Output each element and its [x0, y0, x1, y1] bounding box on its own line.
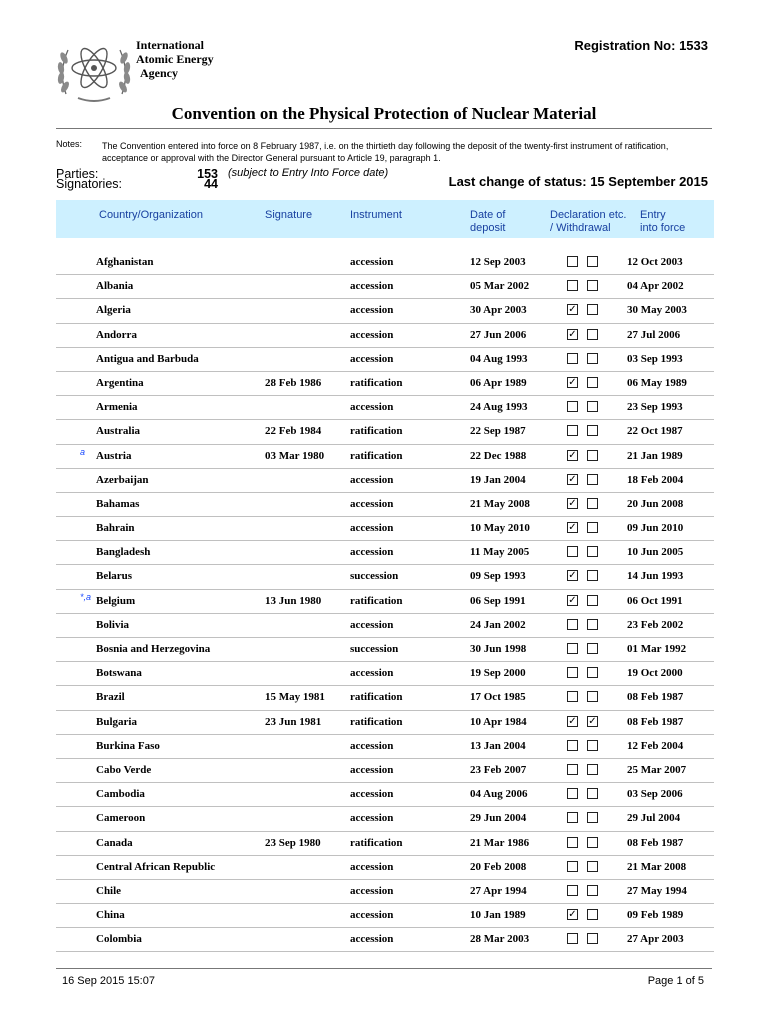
declaration-checkbox [567, 667, 578, 678]
deposit-date: 11 May 2005 [470, 546, 530, 559]
signatories-count: 44 [204, 177, 218, 191]
country-name: Bahrain [96, 522, 135, 535]
column-header-signature: Signature [265, 209, 313, 221]
country-name: Cabo Verde [96, 763, 152, 776]
entry-into-force-date: 04 Apr 2002 [627, 280, 684, 293]
instrument-type: succession [350, 570, 399, 583]
country-name: Bosnia and Herzegovina [96, 643, 211, 655]
country-name: Argentina [96, 376, 144, 389]
withdrawal-checkbox [587, 885, 598, 896]
entry-into-force-date: 10 Jun 2005 [627, 546, 684, 559]
instrument-type: accession [350, 401, 394, 414]
signature-date: 03 Mar 1980 [265, 449, 325, 462]
instrument-type: accession [350, 352, 394, 365]
deposit-date: 24 Jan 2002 [470, 618, 526, 631]
table-row [56, 759, 714, 783]
column-header-instrument: Instrument [350, 209, 402, 221]
declaration-checkbox [567, 280, 578, 291]
declaration-checkbox [567, 425, 578, 436]
instrument-type: accession [350, 909, 394, 922]
instrument-type: accession [350, 763, 394, 776]
deposit-date: 06 Sep 1991 [470, 594, 526, 607]
country-name: Bangladesh [96, 546, 151, 559]
declaration-checkbox: ✓ [568, 376, 577, 388]
declaration-checkbox: ✓ [568, 594, 577, 606]
table-row [56, 251, 714, 275]
country-name: China [96, 909, 125, 922]
deposit-date: 19 Jan 2004 [470, 473, 526, 486]
country-name: Central African Republic [96, 860, 216, 873]
organization-name [136, 38, 214, 80]
deposit-date: 30 Jun 1998 [470, 643, 527, 655]
instrument-type: ratification [350, 691, 403, 704]
country-name: Brazil [96, 691, 125, 704]
withdrawal-checkbox [587, 377, 598, 388]
instrument-type: accession [350, 280, 394, 293]
withdrawal-checkbox [587, 667, 598, 678]
column-header-deposit [470, 209, 505, 235]
signature-date: 28 Feb 1986 [265, 376, 322, 389]
withdrawal-checkbox [587, 280, 598, 291]
instrument-type: accession [350, 860, 394, 873]
declaration-checkbox: ✓ [568, 715, 577, 727]
deposit-date: 27 Jun 2006 [470, 328, 527, 341]
withdrawal-checkbox [587, 498, 598, 509]
entry-into-force-date: 12 Feb 2004 [627, 739, 684, 752]
table-row [56, 324, 714, 348]
instrument-type: accession [350, 884, 394, 897]
table-row [56, 541, 714, 565]
instrument-type: accession [350, 739, 394, 752]
column-header-entry [640, 209, 685, 235]
entry-into-force-date: 23 Feb 2002 [627, 618, 684, 631]
deposit-date: 22 Sep 1987 [470, 425, 526, 438]
country-name: Albania [96, 280, 134, 293]
withdrawal-checkbox [587, 401, 598, 412]
entry-into-force-date: 22 Oct 1987 [627, 425, 683, 438]
deposit-date: 27 Apr 1994 [470, 884, 527, 897]
deposit-date: 10 Apr 1984 [470, 715, 527, 728]
notes-text: The Convention entered into force on 8 February 1987, i.e. on the thirtieth day following the deposit of the twenty-first instrument of ratification, acceptance or approval with the Director General pursuant to Article 19, paragraph 1. [102, 141, 669, 163]
country-name: Belarus [96, 570, 133, 583]
table-row [56, 517, 714, 541]
table-row [56, 469, 714, 493]
withdrawal-checkbox [587, 522, 598, 533]
country-name: Canada [96, 836, 133, 849]
deposit-date: 17 Oct 1985 [470, 691, 526, 704]
deposit-date: 10 May 2010 [470, 522, 530, 535]
declaration-checkbox [567, 256, 578, 267]
country-name: Austria [96, 449, 132, 462]
deposit-date: 10 Jan 1989 [470, 909, 526, 922]
table-row [56, 783, 714, 807]
entry-into-force-date: 01 Mar 1992 [627, 643, 687, 655]
deposit-date: 06 Apr 1989 [470, 376, 527, 389]
instrument-type: ratification [350, 376, 403, 389]
entry-into-force-date: 21 Jan 1989 [627, 449, 683, 462]
country-name: Afghanistan [96, 256, 154, 268]
declaration-checkbox [567, 353, 578, 364]
deposit-date: 04 Aug 1993 [470, 352, 528, 365]
signatories-label: Signatories: [56, 177, 123, 191]
entry-into-force-date: 27 Apr 2003 [627, 933, 684, 946]
withdrawal-checkbox [587, 740, 598, 751]
table-row [56, 420, 714, 444]
country-name: Andorra [96, 328, 137, 341]
deposit-date: 22 Dec 1988 [470, 449, 527, 462]
deposit-date: 21 Mar 1986 [470, 836, 530, 849]
declaration-checkbox: ✓ [568, 909, 577, 921]
footer-divider [56, 968, 712, 969]
deposit-date: 05 Mar 2002 [470, 280, 530, 293]
footnote-mark: *,a [80, 591, 92, 602]
column-header-country: Country/Organization [99, 209, 203, 221]
country-name: Chile [96, 884, 122, 897]
column-header-entry-line: into force [640, 222, 686, 234]
entry-into-force-date: 19 Oct 2000 [627, 667, 683, 680]
declaration-checkbox [567, 885, 578, 896]
entry-into-force-date: 30 May 2003 [627, 304, 687, 317]
deposit-date: 13 Jan 2004 [470, 739, 526, 752]
entry-into-force-date: 21 Mar 2008 [627, 860, 687, 873]
country-name: Algeria [96, 304, 131, 317]
instrument-type: succession [350, 643, 399, 655]
table-row [56, 493, 714, 517]
country-name: Bolivia [96, 618, 130, 631]
last-change-status: Last change of status: 15 September 2015 [448, 174, 708, 189]
instrument-type: accession [350, 933, 394, 946]
declaration-checkbox: ✓ [568, 449, 577, 461]
country-name: Australia [96, 425, 140, 438]
entry-into-force-date: 03 Sep 1993 [627, 352, 683, 365]
instrument-type: accession [350, 328, 394, 341]
instrument-type: ratification [350, 594, 403, 607]
table-row [56, 856, 714, 880]
withdrawal-checkbox [587, 546, 598, 557]
entry-into-force-date: 08 Feb 1987 [627, 691, 684, 704]
country-name: Belgium [96, 594, 136, 607]
instrument-type: accession [350, 522, 394, 535]
declaration-checkbox [567, 788, 578, 799]
withdrawal-checkbox [587, 812, 598, 823]
registration-number: Registration No: 1533 [574, 38, 708, 53]
column-header-deposit-line: Date of [470, 209, 506, 221]
deposit-date: 20 Feb 2008 [470, 860, 527, 873]
deposit-date: 21 May 2008 [470, 497, 530, 510]
withdrawal-checkbox [587, 691, 598, 702]
entry-into-force-date: 08 Feb 1987 [627, 715, 684, 728]
footnote-mark: a [80, 446, 86, 457]
signature-date: 13 Jun 1980 [265, 594, 322, 607]
instrument-type: accession [350, 256, 394, 268]
withdrawal-checkbox [587, 595, 598, 606]
declaration-checkbox [567, 740, 578, 751]
column-header-deposit-line: deposit [470, 222, 506, 234]
table-row [56, 348, 714, 372]
signature-date: 22 Feb 1984 [265, 425, 322, 438]
column-header-entry-line: Entry [640, 209, 666, 221]
country-name: Azerbaijan [96, 473, 149, 486]
withdrawal-checkbox [587, 353, 598, 364]
country-name: Bahamas [96, 497, 140, 510]
instrument-type: accession [350, 473, 394, 486]
withdrawal-checkbox [587, 329, 598, 340]
iaea-logo [56, 36, 132, 104]
document-title: Convention on the Physical Protection of Nuclear Material [171, 104, 597, 123]
withdrawal-checkbox: ✓ [588, 715, 597, 727]
country-name: Cambodia [96, 788, 145, 801]
declaration-checkbox [567, 837, 578, 848]
entry-into-force-date: 25 Mar 2007 [627, 763, 687, 776]
entry-into-force-date: 12 Oct 2003 [627, 256, 683, 268]
instrument-type: ratification [350, 715, 403, 728]
declaration-checkbox: ✓ [568, 473, 577, 485]
withdrawal-checkbox [587, 619, 598, 630]
parties-count: 153 [197, 167, 218, 181]
instrument-type: accession [350, 788, 394, 801]
declaration-checkbox [567, 933, 578, 944]
entry-into-force-date: 27 May 1994 [627, 884, 687, 897]
withdrawal-checkbox [587, 909, 598, 920]
deposit-date: 30 Apr 2003 [470, 304, 527, 317]
country-name: Cameroon [96, 812, 146, 825]
country-name: Bulgaria [96, 715, 137, 728]
table-row [56, 807, 714, 831]
deposit-date: 09 Sep 1993 [470, 570, 526, 583]
declaration-checkbox [567, 619, 578, 630]
title-divider [56, 128, 712, 129]
declaration-checkbox: ✓ [568, 522, 577, 534]
instrument-type: accession [350, 667, 394, 680]
table-row [56, 614, 714, 638]
signature-date: 15 May 1981 [265, 691, 325, 704]
declaration-checkbox: ✓ [568, 570, 577, 582]
country-name: Antigua and Barbuda [96, 352, 199, 365]
country-name: Botswana [96, 667, 142, 680]
entry-into-force-date: 14 Jun 1993 [627, 570, 684, 583]
instrument-type: accession [350, 812, 394, 825]
signature-date: 23 Jun 1981 [265, 715, 322, 728]
table-row [56, 686, 714, 710]
org-line: Agency [140, 66, 178, 80]
table-row [56, 735, 714, 759]
org-line: International [136, 38, 205, 52]
entry-into-force-date: 18 Feb 2004 [627, 473, 684, 486]
entry-into-force-date: 03 Sep 2006 [627, 788, 683, 801]
parties-label: Parties: [56, 167, 99, 181]
entry-into-force-date: 27 Jul 2006 [627, 328, 681, 341]
withdrawal-checkbox [587, 425, 598, 436]
deposit-date: 29 Jun 2004 [470, 812, 527, 825]
page-number: Page 1 of 5 [647, 975, 704, 987]
instrument-type: accession [350, 546, 394, 559]
instrument-type: accession [350, 497, 394, 510]
withdrawal-checkbox [587, 933, 598, 944]
withdrawal-checkbox [587, 450, 598, 461]
print-timestamp: 16 Sep 2015 15:07 [62, 975, 155, 987]
notes-label: Notes: [56, 139, 83, 149]
column-header-declaration [550, 209, 626, 235]
entry-into-force-date: 06 May 1989 [627, 376, 687, 389]
declaration-checkbox [567, 401, 578, 412]
declaration-checkbox [567, 812, 578, 823]
withdrawal-checkbox [587, 304, 598, 315]
table-row [56, 275, 714, 299]
table-row [56, 662, 714, 686]
deposit-date: 28 Mar 2003 [470, 933, 530, 946]
declaration-checkbox [567, 643, 578, 654]
declaration-checkbox: ✓ [568, 328, 577, 340]
instrument-type: ratification [350, 836, 403, 849]
declaration-checkbox [567, 546, 578, 557]
entry-into-force-date: 29 Jul 2004 [627, 812, 681, 825]
entry-into-force-date: 06 Oct 1991 [627, 594, 683, 607]
withdrawal-checkbox [587, 764, 598, 775]
withdrawal-checkbox [587, 861, 598, 872]
entry-into-force-date: 09 Feb 1989 [627, 909, 684, 922]
country-name: Colombia [96, 933, 142, 946]
column-header-declaration-line: Declaration etc. [550, 209, 627, 221]
table-row [56, 904, 714, 928]
instrument-type: ratification [350, 425, 403, 438]
org-line: Atomic Energy [136, 52, 214, 66]
withdrawal-checkbox [587, 474, 598, 485]
country-name: Burkina Faso [96, 739, 160, 752]
table-row [56, 565, 714, 589]
withdrawal-checkbox [587, 256, 598, 267]
table-row [56, 711, 714, 735]
declaration-checkbox: ✓ [568, 304, 577, 316]
table-row [56, 590, 714, 614]
declaration-checkbox [567, 861, 578, 872]
table-row [56, 396, 714, 420]
table-row [56, 832, 714, 856]
table-row [56, 372, 714, 396]
entry-into-force-date: 23 Sep 1993 [627, 401, 683, 414]
deposit-date: 24 Aug 1993 [470, 401, 528, 414]
entry-into-force-date: 20 Jun 2008 [627, 497, 684, 510]
entry-into-force-date: 09 Jun 2010 [627, 522, 684, 535]
withdrawal-checkbox [587, 837, 598, 848]
withdrawal-checkbox [587, 788, 598, 799]
withdrawal-checkbox [587, 570, 598, 581]
entry-into-force-date: 08 Feb 1987 [627, 836, 684, 849]
table-row [56, 928, 714, 952]
instrument-type: ratification [350, 449, 403, 462]
signature-date: 23 Sep 1980 [265, 836, 321, 849]
parties-table [56, 251, 714, 952]
table-row [56, 880, 714, 904]
table-row [56, 299, 714, 323]
deposit-date: 04 Aug 2006 [470, 788, 528, 801]
declaration-checkbox [567, 691, 578, 702]
withdrawal-checkbox [587, 643, 598, 654]
instrument-type: accession [350, 618, 394, 631]
column-header-declaration-line: / Withdrawal [550, 222, 611, 234]
entry-into-force-note: (subject to Entry Into Force date) [228, 167, 389, 179]
deposit-date: 12 Sep 2003 [470, 256, 526, 268]
deposit-date: 19 Sep 2000 [470, 667, 526, 680]
table-header [56, 200, 714, 238]
table-row [56, 445, 714, 469]
declaration-checkbox: ✓ [568, 497, 577, 509]
declaration-checkbox [567, 764, 578, 775]
table-row [56, 638, 714, 662]
instrument-type: accession [350, 304, 394, 317]
deposit-date: 23 Feb 2007 [470, 763, 527, 776]
country-name: Armenia [96, 401, 138, 414]
